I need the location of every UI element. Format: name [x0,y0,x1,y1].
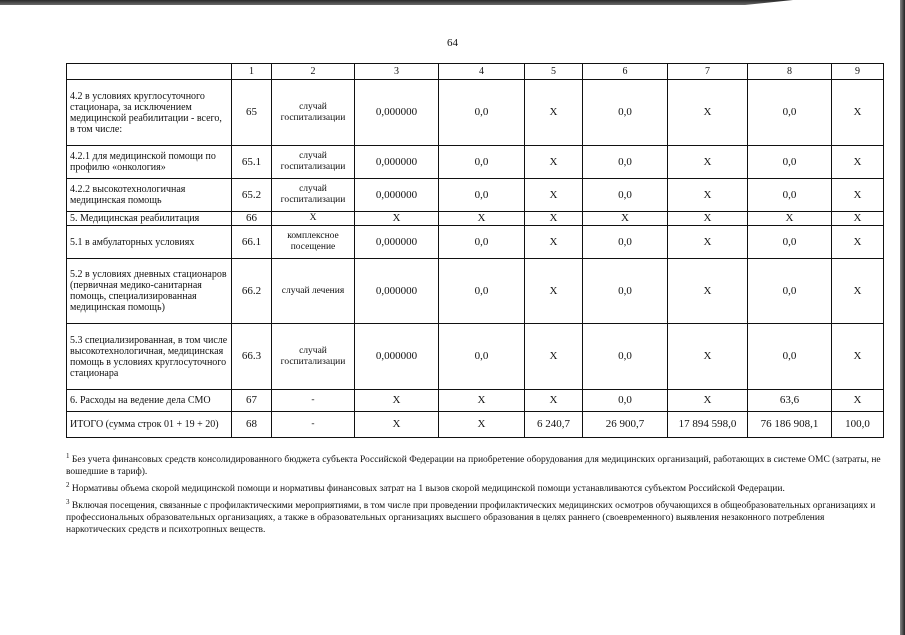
value-cell: 63,6 [748,390,832,412]
value-cell: 0,0 [748,259,832,324]
header-cell [67,64,232,80]
value-cell: Х [668,390,748,412]
unit-cell: - [272,412,355,438]
value-cell: Х [525,324,583,390]
page-number: 64 [447,37,458,49]
value-cell: 0,0 [583,179,668,212]
value-cell: 6 240,7 [525,412,583,438]
value-cell: 0,000000 [355,226,439,259]
footnote-mark: 2 [66,481,70,490]
value-cell: 66.2 [232,259,272,324]
header-cell: 6 [583,64,668,80]
value-cell: Х [668,324,748,390]
value-cell: 0,0 [583,226,668,259]
value-cell: 0,000000 [355,146,439,179]
header-cell: 5 [525,64,583,80]
value-cell: Х [748,212,832,226]
value-cell: Х [668,259,748,324]
value-cell: 17 894 598,0 [668,412,748,438]
footnote-mark: 3 [66,498,70,507]
value-cell: Х [832,80,884,146]
value-cell: 66.3 [232,324,272,390]
value-cell: 76 186 908,1 [748,412,832,438]
value-cell: Х [525,146,583,179]
header-cell: 4 [439,64,525,80]
value-cell: Х [355,390,439,412]
value-cell: Х [355,412,439,438]
table-header-row [67,64,884,80]
header-cell: 3 [355,64,439,80]
value-cell: 0,000000 [355,324,439,390]
row-label-cell: 5.1 в амбулаторных условиях [67,226,232,259]
value-cell: 100,0 [832,412,884,438]
unit-cell: случай госпитализации [272,146,355,179]
footnotes [66,450,883,537]
row-label-cell: 5.3 специализированная, в том числе высокотехнологичная, медицинская помощь в условиях круглосуточного стационара [67,324,232,390]
value-cell: 66.1 [232,226,272,259]
row-label-cell: 5. Медицинская реабилитация [67,212,232,226]
value-cell: Х [583,212,668,226]
unit-cell: случай лечения [272,259,355,324]
value-cell: Х [668,212,748,226]
unit-cell: комплексное посещение [272,226,355,259]
table-row [67,412,884,438]
table-row [67,226,884,259]
row-label-cell: 4.2.1 для медицинской помощи по профилю «онкология» [67,146,232,179]
value-cell: Х [668,179,748,212]
scan-edge-right [900,0,905,635]
value-cell: 65 [232,80,272,146]
value-cell: Х [832,179,884,212]
footnote-text: Без учета финансовых средств консолидированного бюджета субъекта Российской Федерации на приобретение оборудования для медицинских организаций, работающих в системе ОМС (затраты, не вошедшие в тариф). [66,455,881,478]
header-cell: 1 [232,64,272,80]
value-cell: 0,0 [748,179,832,212]
table-row [67,259,884,324]
value-cell: Х [668,80,748,146]
row-label-cell: 4.2.2 высокотехнологичная медицинская помощь [67,179,232,212]
value-cell: Х [439,212,525,226]
value-cell: 67 [232,390,272,412]
header-cell: 8 [748,64,832,80]
value-cell: 0,0 [439,259,525,324]
value-cell: 0,0 [583,259,668,324]
value-cell: Х [832,259,884,324]
value-cell: 0,0 [583,146,668,179]
value-cell: Х [832,212,884,226]
table-row [67,80,884,146]
footnote [66,496,883,536]
table-row [67,324,884,390]
value-cell: 0,0 [748,226,832,259]
value-cell: 68 [232,412,272,438]
unit-cell: случай госпитализации [272,80,355,146]
footnote-text: Включая посещения, связанные с профилактическими мероприятиями, в том числе при проведении профилактических медицинских осмотров обучающихся в общеобразовательных организациях и профессиональных образовательных организациях, а также в образовательных организациях высшего образования в целях раннего (своевременного) выявления незаконного потребления наркотических средств и психотропных веществ. [66,501,876,536]
value-cell: 0,0 [439,80,525,146]
unit-cell: - [272,390,355,412]
value-cell: Х [439,390,525,412]
scan-edge-top [0,0,905,5]
value-cell: 0,0 [748,324,832,390]
footnote [66,479,883,495]
financial-norms-table [66,63,884,438]
value-cell: Х [355,212,439,226]
value-cell: Х [668,226,748,259]
value-cell: 0,0 [748,146,832,179]
value-cell: Х [525,179,583,212]
value-cell: 0,0 [583,80,668,146]
value-cell: Х [525,259,583,324]
value-cell: Х [525,212,583,226]
value-cell: Х [832,226,884,259]
value-cell: 65.2 [232,179,272,212]
row-label-cell: 5.2 в условиях дневных стационаров (первичная медико-санитарная помощь, специализированная медицинская помощь) [67,259,232,324]
table-row [67,212,884,226]
value-cell: 0,0 [748,80,832,146]
row-label-cell: 6. Расходы на ведение дела СМО [67,390,232,412]
unit-cell: случай госпитализации [272,179,355,212]
value-cell: 0,000000 [355,179,439,212]
unit-cell: Х [272,212,355,226]
value-cell: Х [439,412,525,438]
row-label-cell: ИТОГО (сумма строк 01 + 19 + 20) [67,412,232,438]
table-row [67,390,884,412]
value-cell: 0,0 [583,390,668,412]
value-cell: 0,000000 [355,80,439,146]
value-cell: 0,0 [439,226,525,259]
value-cell: Х [525,390,583,412]
value-cell: 26 900,7 [583,412,668,438]
header-cell: 9 [832,64,884,80]
value-cell: Х [832,146,884,179]
value-cell: Х [668,146,748,179]
value-cell: 0,0 [583,324,668,390]
value-cell: Х [832,390,884,412]
value-cell: 0,0 [439,324,525,390]
table-row [67,146,884,179]
value-cell: 65.1 [232,146,272,179]
value-cell: 0,0 [439,146,525,179]
value-cell: Х [525,226,583,259]
footnote [66,450,883,478]
value-cell: 0,000000 [355,259,439,324]
row-label-cell: 4.2 в условиях круглосуточного стационара, за исключением медицинской реабилитации - всего, в том числе: [67,80,232,146]
value-cell: Х [832,324,884,390]
footnote-text: Нормативы объема скорой медицинской помощи и нормативы финансовых затрат на 1 вызов скорой медицинской помощи устанавливаются субъектом Российской Федерации. [71,484,785,495]
footnote-mark: 1 [66,452,70,460]
table-row [67,179,884,212]
unit-cell: случай госпитализации [272,324,355,390]
value-cell: Х [525,80,583,146]
header-cell: 2 [272,64,355,80]
value-cell: 66 [232,212,272,226]
header-cell: 7 [668,64,748,80]
value-cell: 0,0 [439,179,525,212]
